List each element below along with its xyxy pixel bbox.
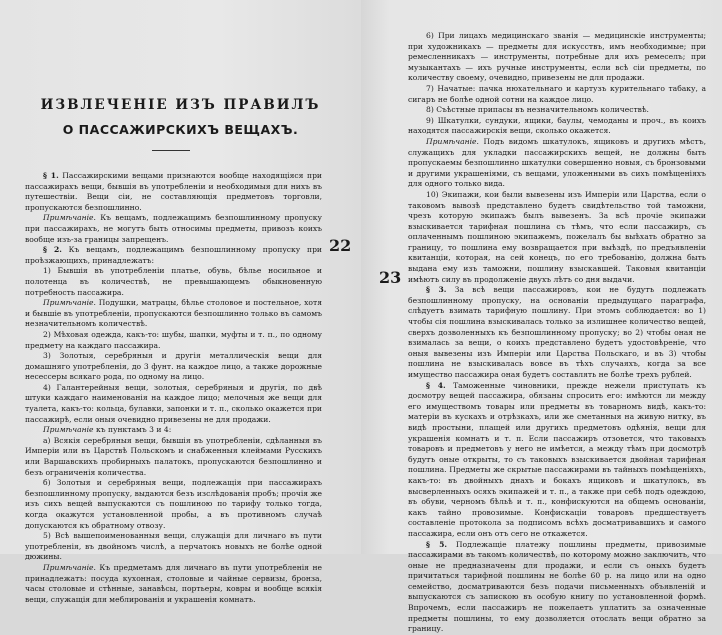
note-label: Примѣчаніе (43, 425, 94, 435)
paragraph (408, 116, 706, 137)
paragraph-text: Къ предметамъ для личнаго въ пути употребленія не принадлежатъ: посуда кухонная, столовые и чайные сервизы, бронза, часы столовые и стѣнные, занавѣсы, портьеры, ковры и вообще всякія вещи, служащія для меблированія и украшенія комнатъ. (25, 562, 322, 604)
note-label: Примѣчаніе. (426, 136, 479, 146)
paragraph-text: 9) Шкатулки, сундуки, ящики, баулы, чемоданы и проч., въ коихъ находятся пассажирскія вещи, сколько окажется. (408, 115, 706, 136)
paragraph-text: 10) Экипажи, кои были вывезены изъ Имперіи или Царства, если о таковомъ вывозѣ представлено будетъ свидѣтельство той таможни, чрезъ которую экипажъ былъ вывезенъ. За всѣ прочіе экипажи взыскивается тарифная пошлина съ тѣмъ, что если пассажиръ, съ оплаченнымъ пошлиною экипажемъ, пожелалъ бы выѣхать обратно за границу, то пошлина ему возвращается при выѣздѣ, по предъявленіи квитанціи, которая, на сей конецъ, по его требованію, должна быть выдана ему изъ таможни, пошлину взыскавшей. Таковыя квитанціи имѣютъ силу въ продолженіе двухъ лѣтъ со дня выдачи. (408, 189, 706, 284)
paragraph-text: Подлежащіе платежу пошлины предметы, привозимые пассажирами въ такомъ количествѣ, по которому можно заключить, что оные не предназначены для продажи, и если съ оныхъ будетъ причитаться тарифной пошлины не болѣе 60 р. на лицо или на одно семейство, досматриваются безъ подачи письменныхъ объявленій и выпускаются съ запискою въ особую книгу по установленной формѣ. Впрочемъ, если пассажиръ не пожелаетъ уплатить за означенные предметы пошлины, то ему дозволяется отослать вещи обратно за границу. (408, 539, 706, 634)
paragraph (25, 245, 322, 266)
paragraph (25, 563, 322, 605)
paragraph-text: Къ вещамъ, подлежащимъ безпошлинному пропуску при пассажирахъ, не могутъ быть относимы предметы, привозъ коихъ вообще изъ-за границы запрещенъ. (25, 213, 322, 244)
paragraph-text: 1) Бывшія въ употребленіи платье, обувь, бѣлье носильное и полотенца въ количествѣ, не превышающемъ обыкновенную потребность пассажира. (25, 266, 322, 297)
paragraph (408, 285, 706, 380)
paragraph (25, 425, 322, 436)
left-page-body (25, 171, 322, 605)
note-label: Примѣчаніе. (43, 562, 96, 572)
paragraph-text: 7) Начатые: пачка нюхательнаго и картузъ курительнаго табаку, а сигаръ не болѣе одной сотни на каждое лицо. (408, 83, 706, 104)
paragraph-text: б) Золотыя и серебряныя вещи, подлежащія при пассажирахъ безпошлинному пропуску, выдаются безъ изслѣдованія пробъ; прочія же изъ сихъ вещей выпускаются съ пошлиною по тарифу только тогда, когда окажутся установленной пробы, а въ противномъ случаѣ допускаются къ обратному отвозу. (25, 478, 322, 530)
paragraph-text: 6) При лицахъ медицинскаго званія — медицинскіе инструменты; при художникахъ — предметы для искусствъ, имъ необходимые; при ремесленникахъ — инструменты, потребные для ихъ ремеселъ; при музыкантахъ — ихъ ручные инструменты, если всѣ сіи предметы, по количеству своему, очевидно, привезены не для продажи. (408, 31, 706, 83)
section-number: § 1. (43, 171, 59, 180)
section-number: § 5. (426, 539, 448, 549)
paragraph (408, 381, 706, 540)
paragraph (25, 330, 322, 351)
paragraph-text: Къ вещамъ, подлежащимъ безпошлинному пропуску при проѣзжающихъ, принадлежатъ: (25, 245, 322, 265)
paragraph-text: Пассажирскими вещами признаются вообще находящіяся при пассажирахъ вещи, бывшія въ употребленіи и необходимыя для нихъ въ путешествіи. Вещи сіи, не составляющія предметовъ торговли, пропускаются безпошлинно. (25, 171, 322, 212)
section-number: § 2. (43, 245, 62, 255)
paragraph-text: 8) Съѣстные припасы въ незначительномъ количествѣ. (426, 105, 649, 115)
paragraph (408, 540, 706, 635)
right-page-body (408, 31, 706, 635)
paragraph (25, 171, 322, 213)
paragraph-text: Подушки, матрацы, бѣлье столовое и постельное, хотя и бывшіе въ употребленіи, пропускаются безпошлинно только въ самомъ незначительномъ количествѣ. (25, 298, 322, 329)
paragraph (25, 213, 322, 245)
paragraph (25, 266, 322, 298)
paragraph (25, 298, 322, 330)
left-page (0, 0, 361, 604)
paragraph (25, 478, 322, 531)
paragraph (25, 351, 322, 383)
paragraph-text: 5) Всѣ вышепоименованныя вещи, служащія для личнаго въ пути употребленія, въ двойномъ числѣ, а перчатокъ новыхъ не болѣе одной дюжины. (25, 531, 322, 562)
note-label: Примѣчаніе. (43, 213, 96, 223)
page-number-right: 23 (379, 268, 402, 287)
right-page (361, 0, 722, 634)
paragraph (25, 383, 322, 425)
page-number-left: 22 (329, 236, 352, 255)
title-divider (152, 150, 190, 151)
paragraph (408, 105, 706, 116)
document-title: ИЗВЛЕЧЕНІЕ ИЗЪ ПРАВИЛЪ (40, 97, 321, 113)
paragraph-text: За всѣ вещи пассажировъ, кои не будутъ подлежать безпошлинному пропуску, на основаніи предыдущаго параграфа, слѣдуетъ взимать тарифную пошлину. При этомъ соблюдается: во 1) чтобы сія пошлина взыскивалась только за излишнее количество вещей, сверхъ дозволенныхъ къ безпошлинному пропуску; во 2) чтобы оная не взималась за вещи, о коихъ представлено будетъ удостовѣреніе, что оныя вывезены изъ Имперіи или Царства Польскаго, и въ 3) чтобы пошлина не взыскивалась вовсе въ тѣхъ случаяхъ, когда за все имущество пассажира оная будетъ составлять не болѣе трехъ рублей. (408, 285, 706, 379)
paragraph (408, 84, 706, 105)
paragraph (408, 137, 706, 190)
note-label: Примѣчаніе. (43, 298, 96, 308)
paragraph (25, 531, 322, 563)
section-number: § 4. (426, 380, 446, 390)
paragraph-text: Подъ видомъ шкатулокъ, ящиковъ и другихъ мѣстъ, служащихъ для укладки пассажирскихъ вещей, не должны быть пропускаемы безпошлинно шкатулки совершенно новыя, съ бронзовыми и другими украшеніями, съ вещами, уложенными въ сихъ помѣщеніяхъ для одного только вида. (408, 136, 706, 189)
paragraph-text: Таможенные чиновники, прежде нежели приступать къ досмотру вещей пассажира, обязаны спросить его: имѣются ли между его имуществомъ товары или предметы въ товарномъ видѣ, какъ-то: матеріи въ кускахъ и отрѣзкахъ, или же сметанныя на живую нитку, въ видѣ простыни, плащей или другихъ предметовъ одѣянія, вещи для украшенія комнатъ и т. п. Если пассажиръ отзовется, что таковыхъ товаровъ и предметовъ у него не имѣется, а между тѣмъ при досмотрѣ будутъ оные открыты, то съ таковыхъ взыскивается двойная тарифная пошлина. Предметы же скрытые пассажирами въ тайныхъ помѣщеніяхъ, какъ-то: въ двойныхъ днахъ и бокахъ ящиковъ и шкатулокъ, въ высверленныхъ осяхъ экипажей и т. п., а также при себѣ подъ одеждою, въ обуви, черномъ бѣльѣ и т. п., конфискуются на общемъ основаніи, какъ тайно провозимые. Конфискаціи товаровъ предшествуетъ составленіе протокола за подписомъ всѣхъ досматривавшихъ и самого пассажира, если онъ отъ сего не откажется. (408, 380, 706, 538)
paragraph-text: 2) Мѣховая одежда, какъ-то: шубы, шапки, муфты и т. п., по одному предмету на каждаго пассажира. (25, 329, 322, 350)
paragraph-text: а) Всякія серебряныя вещи, бывшія въ употребленіи, сдѣланныя въ Имперіи или въ Царствѣ Польскомъ и снабженныя клеймами Русскихъ или Варшавскихъ пробирныхъ палатокъ, пропускаются безпошлинно и безъ ограниченія количества. (25, 435, 322, 477)
paragraph-text: къ пунктамъ 3 и 4: (93, 425, 172, 435)
paragraph (25, 436, 322, 478)
document-subtitle: О ПАССАЖИРСКИХЪ ВЕЩАХЪ. (62, 122, 299, 137)
paragraph-text: 3) Золотыя, серебряныя и другія металлическія вещи для домашняго употребленія, до 3 фунт. на каждое лицо, а также дорожные несессеры всякаго рода, по одному на лицо. (25, 351, 322, 382)
section-number: § 3. (426, 285, 447, 295)
paragraph (408, 190, 706, 285)
paragraph (408, 31, 706, 84)
paragraph-text: 4) Галантерейныя вещи, золотыя, серебряныя и другія, по двѣ штуки каждаго наименованія на каждое лицо; мелочныя же вещи для туалета, какъ-то: кольца, булавки, запонки и т. п., сколько окажется при пассажирѣ, если оныя очевидно привезены не для продажи. (25, 382, 322, 424)
